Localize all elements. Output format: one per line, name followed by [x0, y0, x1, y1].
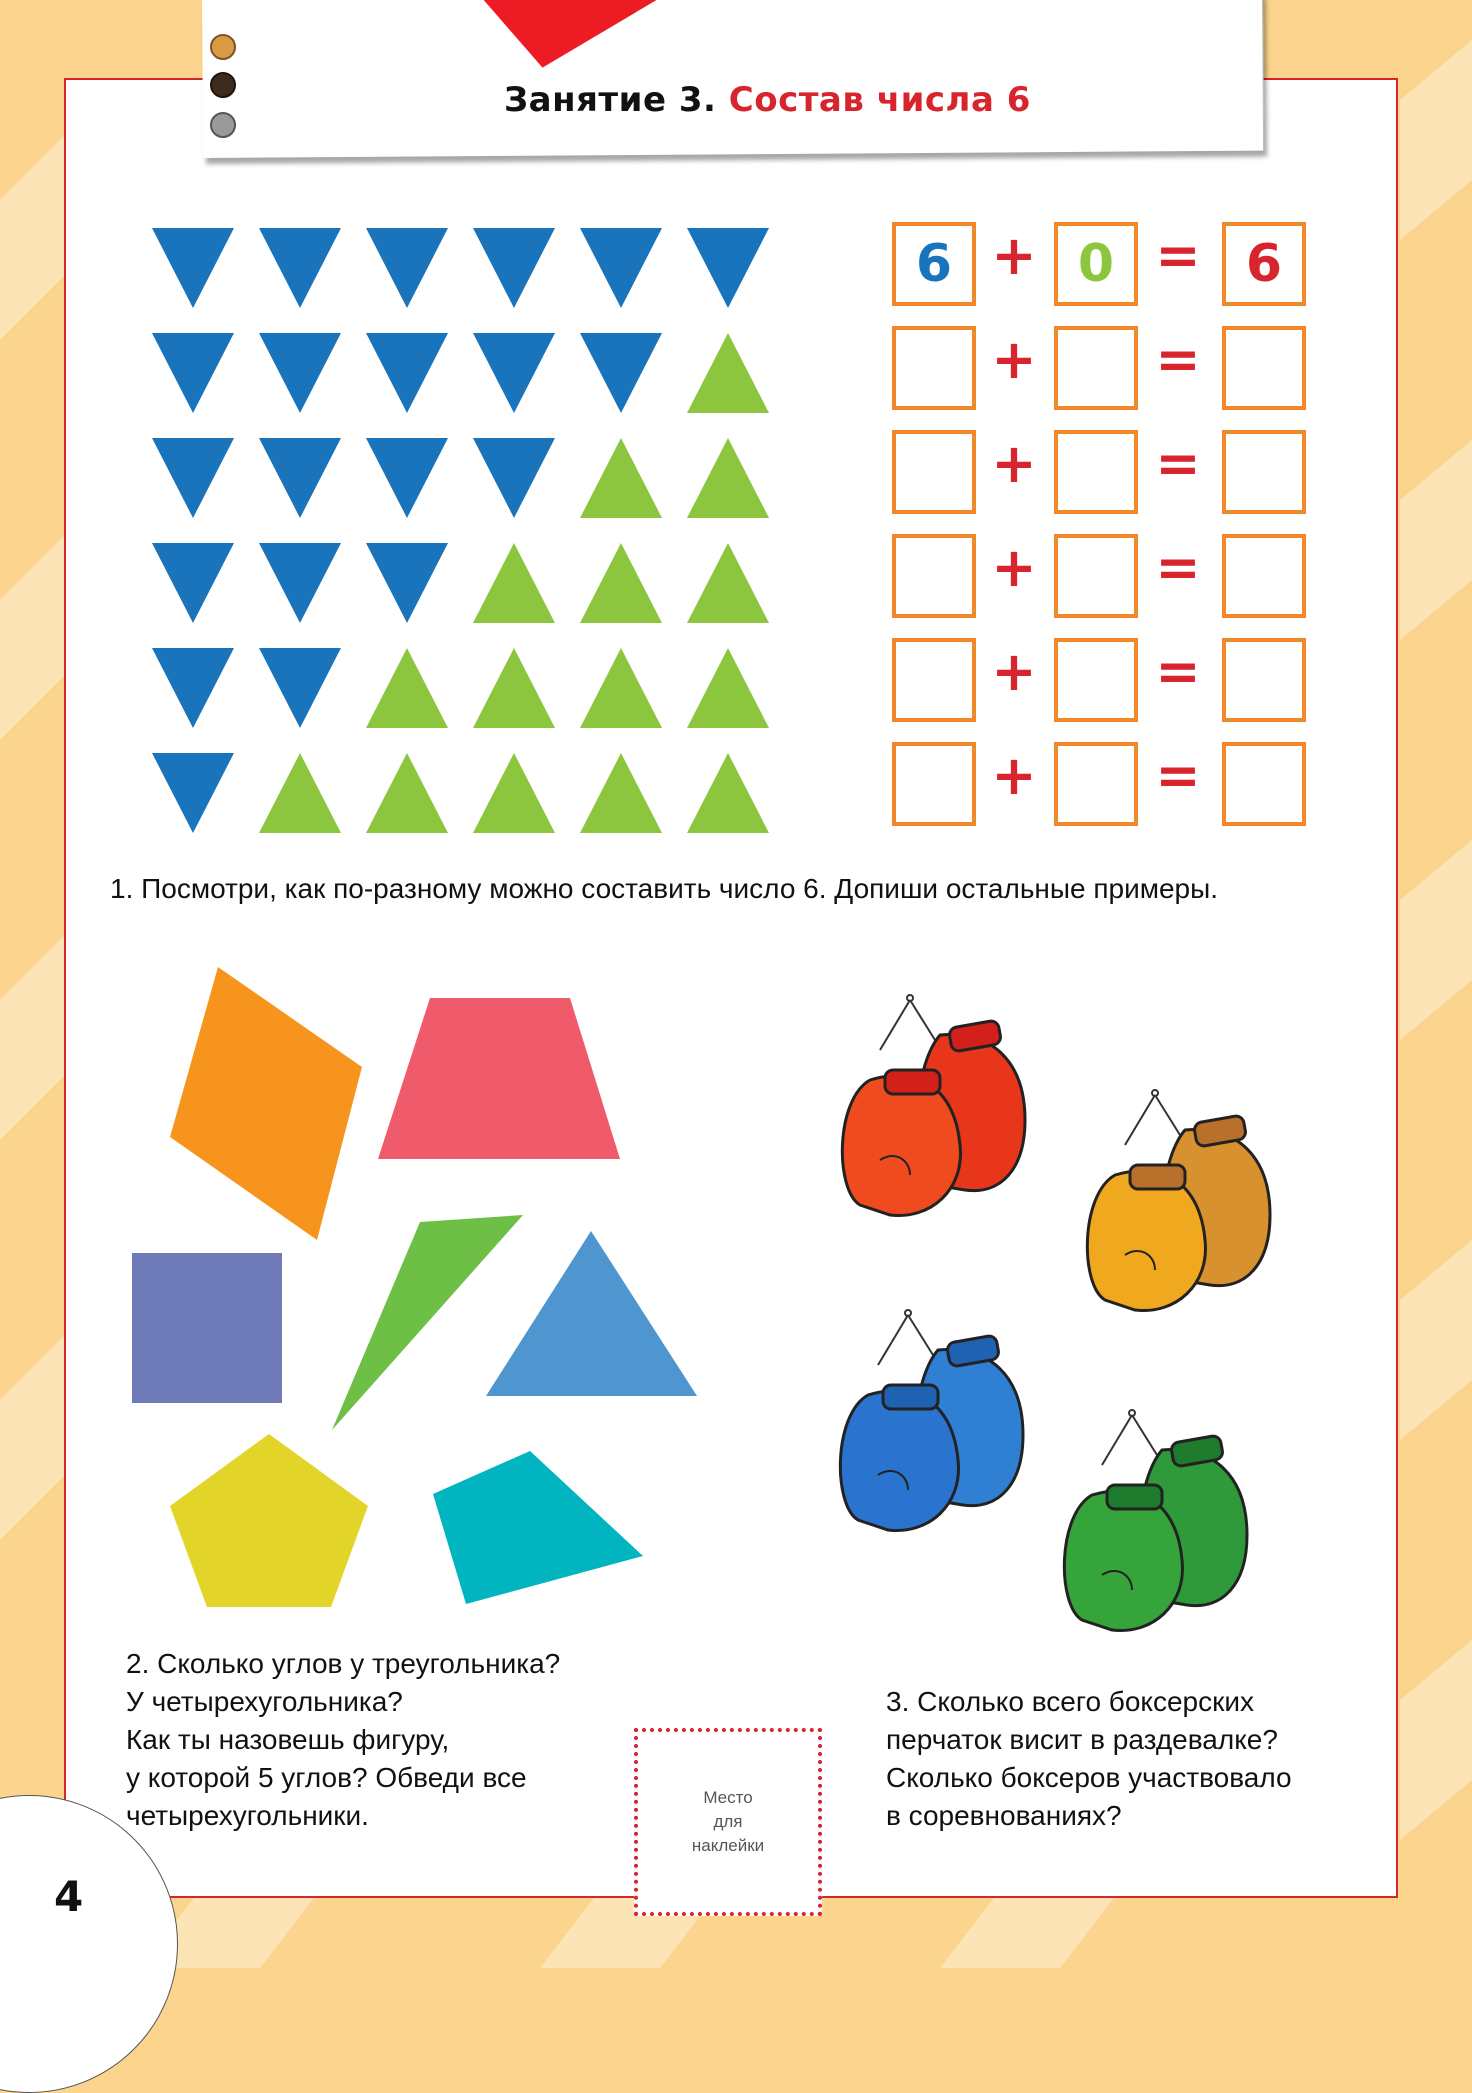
task-3-line: 3. Сколько всего боксерских: [886, 1686, 1255, 1717]
task-2-line: У четырехугольника?: [126, 1686, 403, 1717]
addend-b-box: 0: [1054, 222, 1138, 306]
green-gloves-icon[interactable]: [1064, 1410, 1247, 1631]
sticker-label: наклейки: [691, 1836, 765, 1855]
equals-sign: =: [1155, 432, 1201, 495]
addend-a-box: 6: [892, 222, 976, 306]
task-3-text: [886, 1683, 1292, 1835]
task-2-line: у которой 5 углов? Обведи все: [126, 1762, 527, 1793]
plus-sign: +: [991, 432, 1037, 495]
red-gloves-icon[interactable]: [842, 995, 1025, 1216]
page-number: 4: [54, 1872, 84, 1921]
plus-sign: +: [991, 328, 1037, 391]
task-2-line: Как ты назовешь фигуру,: [126, 1724, 450, 1755]
task-2-line: 2. Сколько углов у треугольника?: [126, 1648, 561, 1679]
task-1-text: 1. Посмотри, как по-разному можно составить число 6. Допиши остальные примеры.: [110, 873, 1219, 904]
equals-sign: =: [1155, 744, 1201, 807]
result-box: 6: [1222, 222, 1306, 306]
task-2-text: [126, 1645, 560, 1835]
task-3-line: перчаток висит в раздевалке?: [886, 1724, 1278, 1755]
plus-sign: +: [991, 640, 1037, 703]
equals-sign: =: [1155, 640, 1201, 703]
blue-gloves-icon[interactable]: [840, 1310, 1023, 1531]
lesson-topic: Состав числа 6: [728, 80, 1031, 120]
task-3-line: Сколько боксеров участвовало: [886, 1762, 1292, 1793]
sticker-label: Место: [703, 1788, 753, 1807]
equals-sign: =: [1155, 536, 1201, 599]
task-2-line: четырехугольники.: [126, 1800, 369, 1831]
equals-sign: =: [1155, 224, 1201, 287]
equals-sign: =: [1155, 328, 1201, 391]
sticker-label: для: [713, 1812, 743, 1831]
task-3-line: в соревнованиях?: [886, 1800, 1122, 1831]
plus-sign: +: [991, 224, 1037, 287]
plus-sign: +: [991, 536, 1037, 599]
orange-gloves-icon[interactable]: [1087, 1090, 1270, 1311]
plus-sign: +: [991, 744, 1037, 807]
lesson-label: Занятие 3.: [504, 80, 717, 120]
sticker-placeholder[interactable]: [634, 1728, 822, 1916]
